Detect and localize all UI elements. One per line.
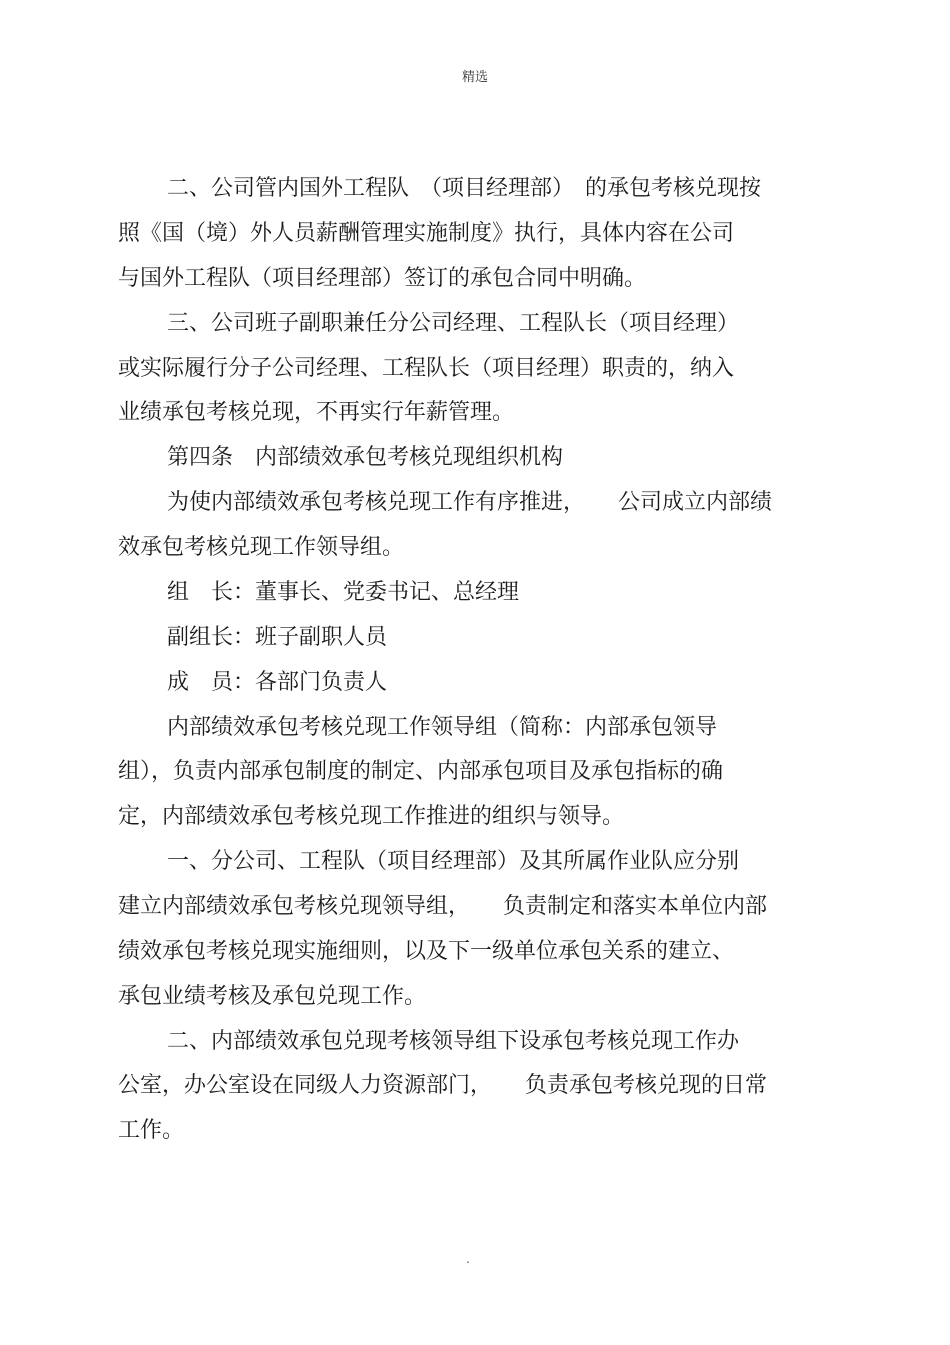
- text-line: 业绩承包考核兑现，不再实行年薪管理。: [118, 400, 515, 425]
- text-line: 效承包考核兑现工作领导组。: [118, 535, 405, 560]
- text-line: 工作。: [118, 1118, 185, 1143]
- text-line: 建立内部绩效承包考核兑现领导组， 负责制定和落实本单位内部: [118, 894, 768, 919]
- text-line: 三、公司班子副职兼任分公司经理、工程队长（项目经理）: [167, 311, 740, 336]
- text-line: 组），负责内部承包制度的制定、内部承包项目及承包指标的确: [118, 759, 724, 784]
- text-line: 副组长：班子副职人员: [167, 625, 388, 650]
- text-line: 承包业绩考核及承包兑现工作。: [118, 984, 427, 1009]
- page-header: 精选: [461, 70, 488, 85]
- text-line: 照《国（境）外人员薪酬管理实施制度》执行，具体内容在公司: [118, 221, 735, 246]
- text-line: 成 员：各部门负责人: [167, 670, 388, 695]
- text-line: 一、分公司、工程队（项目经理部）及其所属作业队应分别: [167, 849, 740, 874]
- section-heading: 第四条 内部绩效承包考核兑现组织机构: [167, 445, 564, 470]
- text-line: 为使内部绩效承包考核兑现工作有序推进， 公司成立内部绩: [167, 490, 773, 515]
- text-line: 组 长：董事长、党委书记、总经理: [167, 580, 520, 605]
- text-line: 或实际履行分子公司经理、工程队长（项目经理）职责的，纳入: [118, 356, 735, 381]
- text-line: 内部绩效承包考核兑现工作领导组（简称：内部承包领导: [167, 715, 718, 740]
- text-line: 定，内部绩效承包考核兑现工作推进的组织与领导。: [118, 804, 625, 829]
- text-line: 二、公司管内国外工程队 （项目经理部） 的承包考核兑现按: [167, 176, 762, 201]
- text-line: 二、内部绩效承包兑现考核领导组下设承包考核兑现工作办: [167, 1029, 740, 1054]
- page-footer-mark: .: [466, 1252, 470, 1266]
- text-line: 绩效承包考核兑现实施细则，以及下一级单位承包关系的建立、: [118, 939, 735, 964]
- text-line: 与国外工程队（项目经理部）签订的承包合同中明确。: [118, 266, 647, 291]
- text-line: 公室，办公室设在同级人力资源部门， 负责承包考核兑现的日常: [118, 1073, 768, 1098]
